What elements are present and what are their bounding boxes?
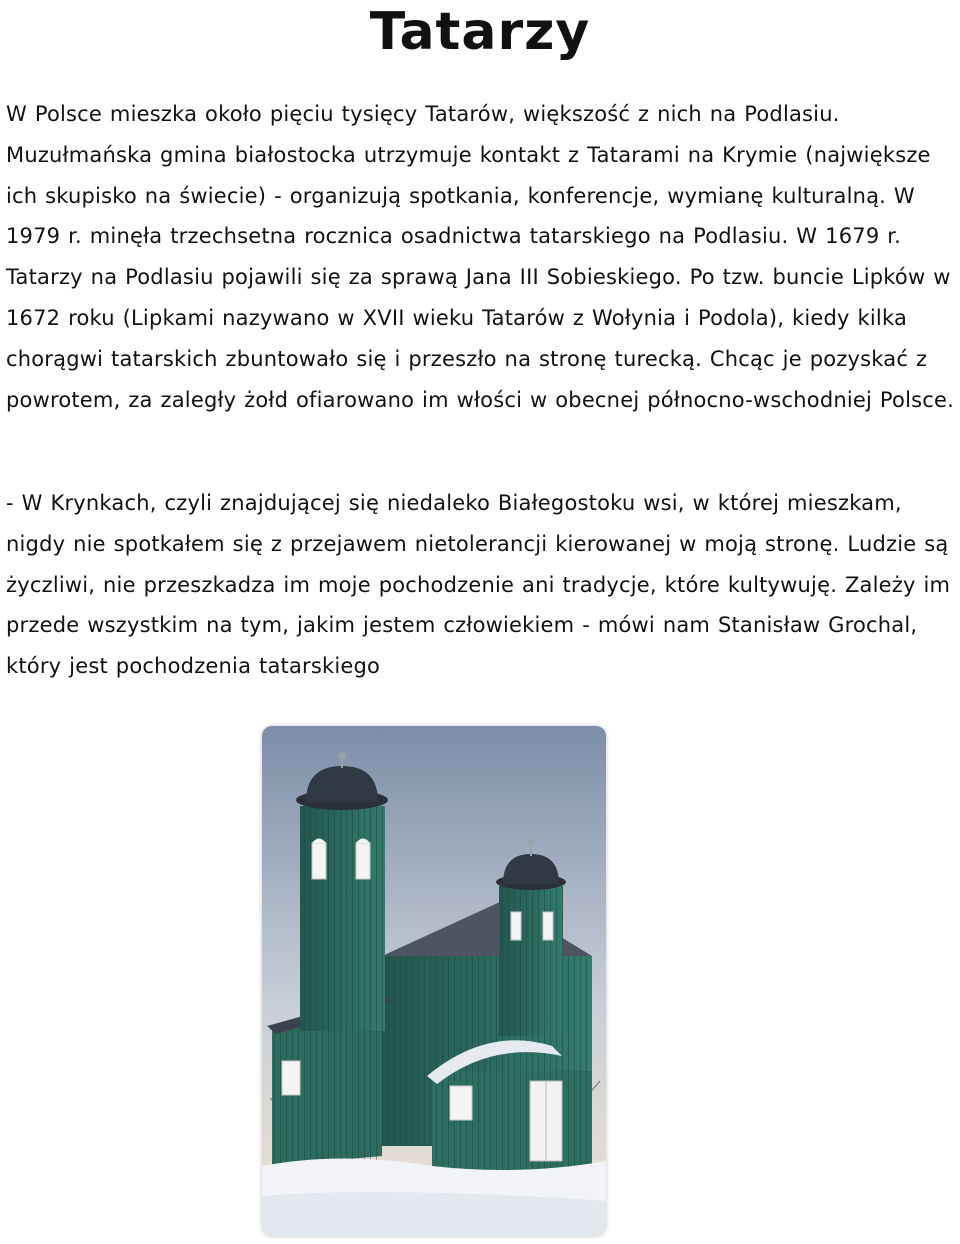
mosque-photo	[262, 726, 606, 1236]
small-minaret	[496, 839, 566, 1036]
article-paragraph-1: W Polsce mieszka około pięciu tysięcy Tatarów, większość z nich na Podlasiu. Muzułmańska gmina białostocka utrzymuje kontakt z Tatarami na Krymie (największe ich skupisko na świecie) - organizują spotkania, konferencje, wymianę kulturalną. W 1979 r. minęła trzechsetna rocznica osadnictwa tatarskiego na Podlasiu. W 1679 r. Tatarzy na Podlasiu pojawili się za sprawą Jana III Sobieskiego. Po tzw. buncie Lipków w 1672 roku (Lipkami nazywano w XVII wieku Tatarów z Wołynia i Podola), kiedy kilka chorągwi tatarskich zbuntowało się i przeszło na stronę turecką. Chcąc je pozyskać z powrotem, za zaległy żołd ofiarowano im włości w obecnej północno-wschodniej Polsce.	[6, 102, 955, 412]
page-title: Tatarzy	[369, 2, 591, 62]
main-minaret	[296, 752, 388, 1031]
mosque-photo-illustration	[262, 726, 606, 1236]
article-paragraph-2: - W Krynkach, czyli znajdującej się niedaleko Białegostoku wsi, w której mieszkam, nigdy nie spotkałem się z przejawem nietolerancji kierowanej w moją stronę. Ludzie są życzliwi, nie przeszkadza im moje pochodzenie ani tradycje, które kultywuję. Zależy im przede wszystkim na tym, jakim jestem człowiekiem - mówi nam Stanisław Grochal, który jest pochodzenia tatarskiego	[6, 491, 951, 679]
